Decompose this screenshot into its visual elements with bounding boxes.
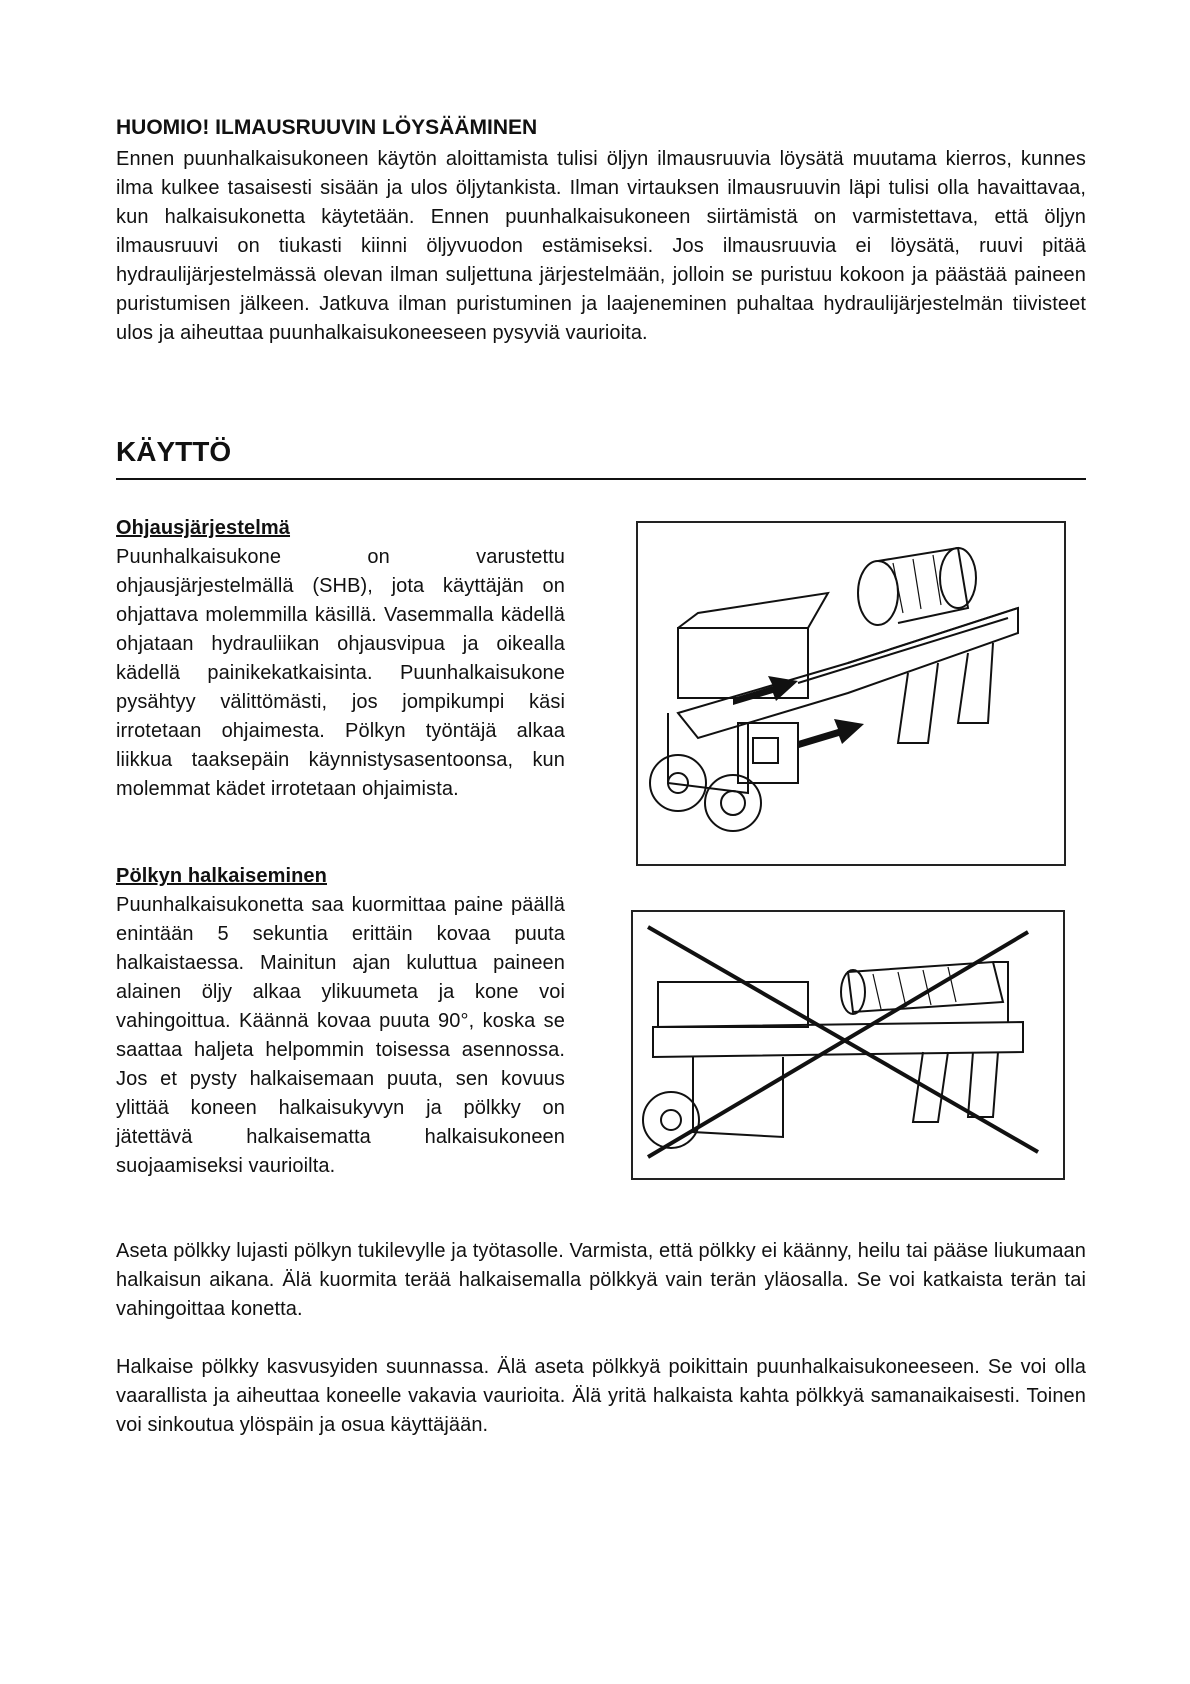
warning-heading: HUOMIO! ILMAUSRUUVIN LÖYSÄÄMINEN	[116, 116, 538, 139]
crossed-out-drawing	[633, 912, 1063, 1178]
warning-text: Ennen puunhalkaisukoneen käytön aloittamista tulisi öljyn ilmausruuvia löysätä muutama kierros, kunnes ilma kulkee tasaisesti sisään ja ulos öljytankista. Ilman virtauksen ilmausruuvin läpi tulisi olla havaittavaa, kun halkaisukonetta käytetään. Ennen puunhalkaisukoneen siirtämistä on varmistettava, että öljyn ilmausruuvi on tiukasti kiinni öljyvuodon estämiseksi. Jos ilmausruuvia ei löysätä, ruuvi pitää hydraulijärjestelmässä olevan ilman suljettuna järjestelmään, jolloin se puristuu kokoon ja päästää paineen puristumisen jälkeen. Jatkuva ilman puristuminen ja laajeneminen puhaltaa hydraulijärjestelmän tiivisteet ulos ja aiheuttaa puunhalkaisukoneeseen pysyviä vaurioita.	[116, 148, 1086, 344]
grain-text: Halkaise pölkky kasvusyiden suunnassa. Älä aseta pölkkyä poikittain puunhalkaisukoneeseen. Se voi olla vaarallista ja aiheuttaa koneelle vakavia vaurioita. Älä yritä halkaista kahta pölkkyä samanaikaisesti. Toinen voi sinkoutua ylöspäin ja osua käyttäjään.	[116, 1356, 1086, 1436]
splitting-heading: Pölkyn halkaiseminen	[116, 865, 327, 887]
control-heading: Ohjausjärjestelmä	[116, 517, 291, 539]
incorrect-log-placement-illustration	[631, 910, 1065, 1180]
log-splitter-controls-illustration	[636, 521, 1066, 866]
grain-paragraph	[116, 1353, 1086, 1440]
section-divider	[116, 478, 1086, 480]
log-splitter-drawing	[638, 523, 1064, 864]
placement-text: Aseta pölkky lujasti pölkyn tukilevylle ja työtasolle. Varmista, että pölkky ei käänny, heilu tai pääse liukumaan halkaisun aikana. Älä kuormita terää halkaisemalla pölkkyä vain terän yläosalla. Se voi katkaista terän tai vahingoittaa konetta.	[116, 1240, 1086, 1320]
control-body: Puunhalkaisukone on varustettu ohjausjärjestelmällä (SHB), jota käyttäjän on ohjattava molemmilla käsillä. Vasemmalla kädellä ohjataan hydrauliikan ohjausvipua ja oikealla kädellä painikekatkaisinta. Puunhalkaisukone pysähtyy välittömästi, jos jompikumpi käsi irrotetaan ohjaimesta. Pölkyn työntäjä alkaa liikkua taaksepäin käynnistysasentoonsa, kun molemmat kädet irrotetaan ohjaimista.	[116, 546, 565, 800]
placement-paragraph	[116, 1237, 1086, 1324]
section-heading: KÄYTTÖ	[116, 436, 232, 467]
control-section	[116, 514, 565, 804]
splitting-section	[116, 862, 565, 1181]
warning-body	[116, 145, 1086, 348]
splitting-body: Puunhalkaisukonetta saa kuormittaa paine päällä enintään 5 sekuntia erittäin kovaa puuta halkaistaessa. Mainitun ajan kuluttua paineen alainen öljy alkaa ylikuumeta ja kone voi vahingoittua. Käännä kovaa puuta 90°, koska se saattaa haljeta helpommin toisessa asennossa. Jos et pysty halkaisemaan puuta, sen kovuus ylittää koneen halkaisukyvyn ja pölkky on jätettävä halkaisematta halkaisukoneen suojaamiseksi vaurioilta.	[116, 894, 565, 1177]
